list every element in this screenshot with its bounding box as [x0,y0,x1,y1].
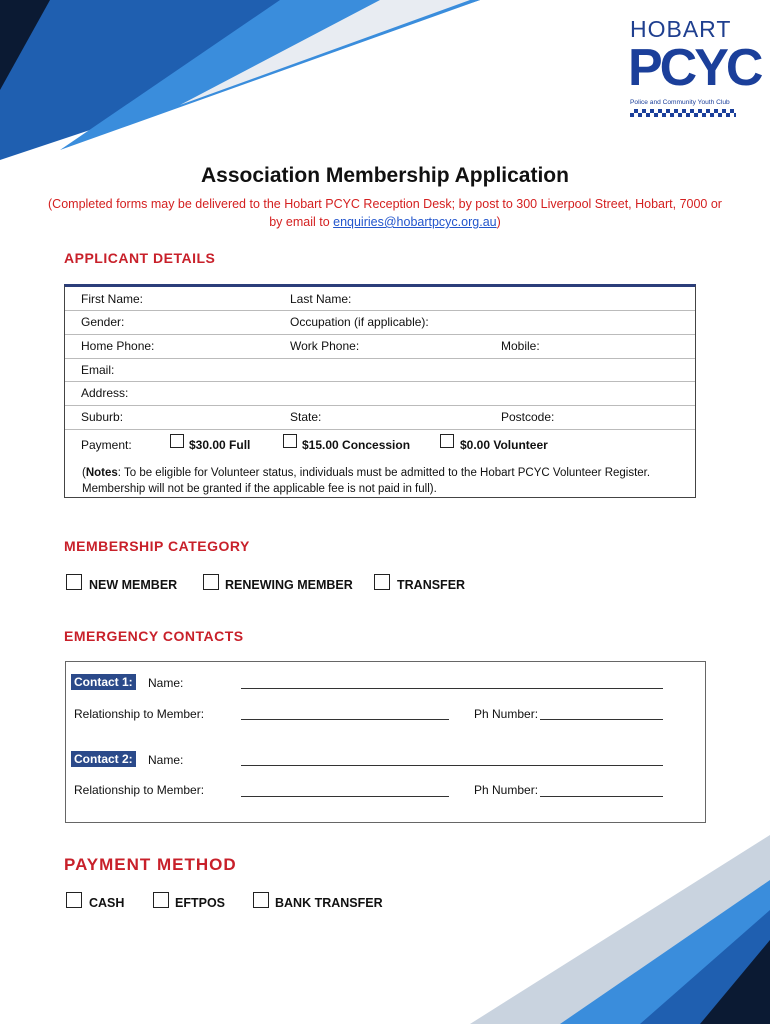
instructions-text: (Completed forms may be delivered to the Hobart PCYC Reception Desk; by post to 300 Liverpool Street, Hobart, 7000 or by email to [48,197,722,229]
row-name [65,287,695,311]
transfer-label: TRANSFER [397,578,466,592]
instructions-close: ) [496,215,501,229]
postcode-field[interactable]: Postcode: [501,410,555,424]
logo-hobart-text: HOBART [630,16,732,42]
mobile-field[interactable]: Mobile: [501,339,540,353]
volunteer-note [82,465,682,497]
transfer-checkbox[interactable] [374,574,390,590]
row-suburb [65,405,695,430]
note-text: : To be eligible for Volunteer status, individuals must be admitted to the Hobart PCYC Volunteer Register. Membership will not be granted if the applicable fee is not paid in full). [82,467,651,495]
contact-1-relationship-line[interactable] [241,719,449,720]
contact-1-name-line[interactable] [241,688,663,689]
contact-1-phone-line[interactable] [540,719,663,720]
occupation-field[interactable]: Occupation (if applicable): [290,315,429,329]
first-name-field[interactable]: First Name: [81,292,144,306]
contact-2-phone-line[interactable] [540,796,663,797]
eftpos-checkbox[interactable] [153,892,169,908]
hobart-pcyc-logo [628,16,761,120]
row-email [65,358,695,382]
email-link[interactable]: enquiries@hobartpcyc.org.au [333,215,497,229]
renewing-member-label: RENEWING MEMBER [225,578,353,592]
bank-transfer-label: BANK TRANSFER [275,896,383,910]
note-open: ( [82,467,86,479]
address-field[interactable]: Address: [81,386,129,400]
contact-1-relationship-label: Relationship to Member: [74,707,205,721]
cash-label: CASH [89,896,125,910]
fee-full-label: $30.00 Full [189,438,251,452]
contact-2-tag: Contact 2: [71,751,136,767]
delivery-instructions [40,195,730,231]
fee-full-checkbox[interactable] [170,434,184,448]
row-phones [65,334,695,359]
contact-2-relationship-label: Relationship to Member: [74,783,205,797]
fee-volunteer-checkbox[interactable] [440,434,454,448]
logo-checker-band [630,109,736,117]
row-gender [65,310,695,335]
gender-field[interactable]: Gender: [81,315,125,329]
fee-concession-checkbox[interactable] [283,434,297,448]
fee-volunteer-label: $0.00 Volunteer [460,438,548,452]
contact-2-name-label: Name: [148,753,184,767]
last-name-field[interactable]: Last Name: [290,292,352,306]
renewing-member-checkbox[interactable] [203,574,219,590]
new-member-label: NEW MEMBER [89,578,178,592]
logo-tagline: Police and Community Youth Club [630,99,730,106]
contact-1-phone-label: Ph Number: [474,707,539,721]
contact-2-phone-label: Ph Number: [474,783,539,797]
contact-1-name-label: Name: [148,676,184,690]
contact-2-relationship-line[interactable] [241,796,449,797]
work-phone-field[interactable]: Work Phone: [290,339,360,353]
home-phone-field[interactable]: Home Phone: [81,339,155,353]
section-payment-method: PAYMENT METHOD [64,855,237,874]
section-emergency-contacts: EMERGENCY CONTACTS [64,628,244,644]
payment-label: Payment: [81,438,132,452]
page-title: Association Membership Application [201,164,569,187]
fee-concession-label: $15.00 Concession [302,438,411,452]
state-field[interactable]: State: [290,410,322,424]
contact-1-tag: Contact 1: [71,674,136,690]
contact-2-name-line[interactable] [241,765,663,766]
email-field[interactable]: Email: [81,363,115,377]
note-heading: Notes [85,467,118,479]
bank-transfer-checkbox[interactable] [253,892,269,908]
logo-pcyc-text: PCYC [628,39,761,97]
cash-checkbox[interactable] [66,892,82,908]
row-address [65,381,695,406]
new-member-checkbox[interactable] [66,574,82,590]
section-applicant-details: APPLICANT DETAILS [64,250,216,266]
suburb-field[interactable]: Suburb: [81,410,124,424]
eftpos-label: EFTPOS [175,896,226,910]
section-membership-category: MEMBERSHIP CATEGORY [64,538,250,554]
